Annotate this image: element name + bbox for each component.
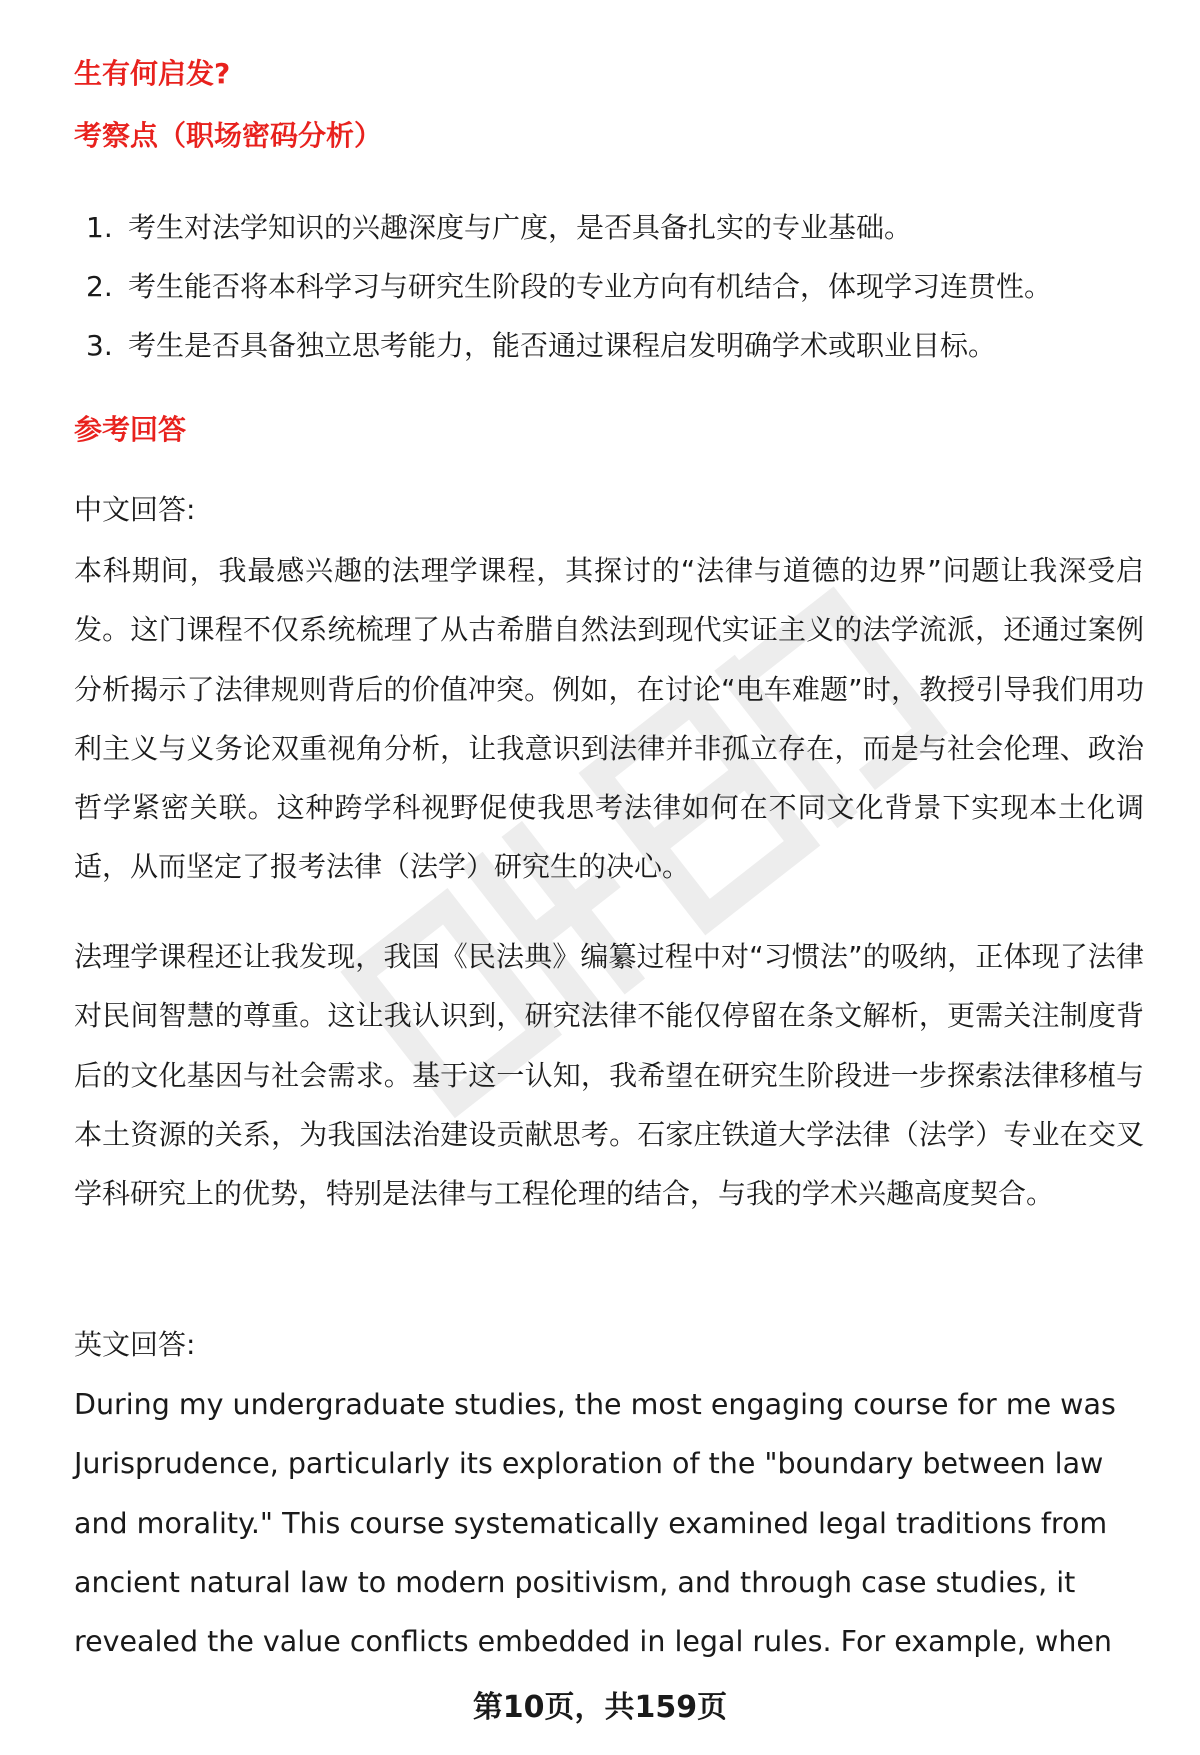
exam-points-list [74,208,1052,385]
list-item-text: 考生能否将本科学习与研究生阶段的专业方向有机结合，体现学习连贯性。 [128,270,1053,303]
list-item [74,208,1052,267]
english-answer-paragraph-1: During my undergraduate studies, the most engaging course for me was Jurisprudence, particularly its exploration of the "boundary between law and morality." This course systematically examined legal traditions from ancient natural law to modern positivism, and through case studies, it revealed the value conflicts embedded in legal rules. For example, when [74,1388,1116,1659]
list-item-text: 考生是否具备独立思考能力，能否通过课程启发明确学术或职业目标。 [128,329,997,362]
list-item-text: 考生对法学知识的兴趣深度与广度，是否具备扎实的专业基础。 [128,211,913,244]
english-answer-label: 英文回答: [74,1328,196,1361]
list-item-number: 3. [86,329,113,362]
chinese-answer-paragraph-2: 法理学课程还让我发现，我国《民法典》编纂过程中对“习惯法”的吸纳，正体现了法律对民间智慧的尊重。这让我认识到，研究法律不能仅停留在条文解析，更需关注制度背后的文化基因与社会需求。基于这一认知，我希望在研究生阶段进一步探索法律移植与本土资源的关系，为我国法治建设贡献思考。石家庄铁道大学法律（法学）专业在交叉学科研究上的优势，特别是法律与工程伦理的结合，与我的学术兴趣高度契合。 [74,940,1144,1211]
chinese-answer-label: 中文回答: [74,493,196,526]
list-item [74,326,1052,385]
reference-answer-heading: 参考回答 [74,413,187,446]
chinese-answer-paragraph-1: 本科期间，我最感兴趣的法理学课程，其探讨的“法律与道德的边界”问题让我深受启发。这门课程不仅系统梳理了从古希腊自然法到现代实证主义的法学流派，还通过案例分析揭示了法律规则背后的价值冲突。例如，在讨论“电车难题”时，教授引导我们用功利主义与义务论双重视角分析，让我意识到法律并非孤立存在，而是与社会伦理、政治哲学紧密关联。这种跨学科视野促使我思考法律如何在不同文化背景下实现本土化调适，从而坚定了报考法律（法学）研究生的决心。 [74,554,1144,884]
question-tail-heading: 生有何启发? [74,57,231,90]
page-indicator: 第10页，共159页 [472,1690,728,1725]
list-item [74,267,1052,326]
exam-points-heading: 考察点（职场密码分析） [74,119,383,152]
list-item-number: 1. [86,211,113,244]
list-item-number: 2. [86,270,113,303]
